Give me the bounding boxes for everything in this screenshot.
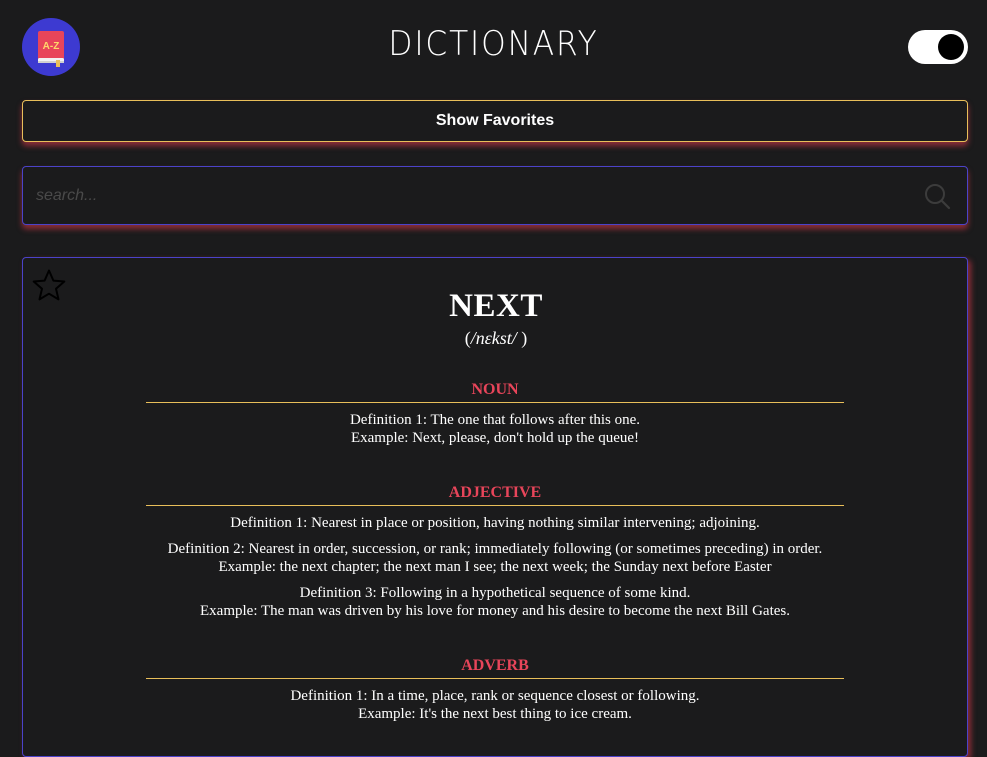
definition-text: Definition 2: Nearest in order, succession, or rank; immediately following (or sometimes preceding) in order. xyxy=(167,541,823,557)
example-text: Example: Next, please, don't hold up the queue! xyxy=(350,430,640,446)
part-of-speech: ADJECTIVE xyxy=(448,484,542,501)
search-icon[interactable] xyxy=(923,182,951,210)
definition-text: Definition 1: Nearest in place or position, having nothing similar intervening; adjoining. xyxy=(230,515,760,531)
phonetic-ipa: /nɛkst/ xyxy=(470,328,517,348)
search-input[interactable] xyxy=(34,181,894,211)
toggle-knob[interactable] xyxy=(938,34,964,60)
part-of-speech: ADVERB xyxy=(461,657,529,674)
app-title: DICTIONARY xyxy=(388,24,599,64)
example-text: Example: It's the next best thing to ice cream. xyxy=(358,706,632,722)
logo-text: A-Z xyxy=(42,41,60,52)
definition-text: Definition 1: The one that follows after this one. xyxy=(349,412,641,428)
definition-item xyxy=(146,514,844,532)
part-of-speech: NOUN xyxy=(471,381,519,398)
app-header xyxy=(0,0,987,96)
divider xyxy=(146,402,844,403)
meaning-adjective xyxy=(146,484,844,620)
meaning-adverb xyxy=(146,657,844,723)
definition-item xyxy=(146,687,844,723)
show-favorites-button[interactable]: Show Favorites xyxy=(22,100,968,142)
search-box xyxy=(22,166,968,225)
definition-item xyxy=(146,540,844,576)
example-text: Example: the next chapter; the next man I see; the next week; the Sunday next before Easter xyxy=(218,559,772,575)
theme-toggle[interactable] xyxy=(908,30,968,64)
divider xyxy=(146,505,844,506)
definition-item xyxy=(146,584,844,620)
meaning-noun xyxy=(146,381,844,447)
definition-text: Definition 1: In a time, place, rank or sequence closest or following. xyxy=(290,688,700,704)
divider xyxy=(146,678,844,679)
phonetic-close: ) xyxy=(516,328,528,348)
result-card xyxy=(22,257,968,757)
phonetic-open: ( xyxy=(464,328,471,348)
definition-item xyxy=(146,411,844,447)
phonetic xyxy=(23,328,969,349)
example-text: Example: The man was driven by his love for money and his desire to become the next Bill Gates. xyxy=(200,603,790,619)
definition-text: Definition 3: Following in a hypothetical sequence of some kind. xyxy=(299,585,691,601)
word-heading: NEXT xyxy=(449,288,543,324)
